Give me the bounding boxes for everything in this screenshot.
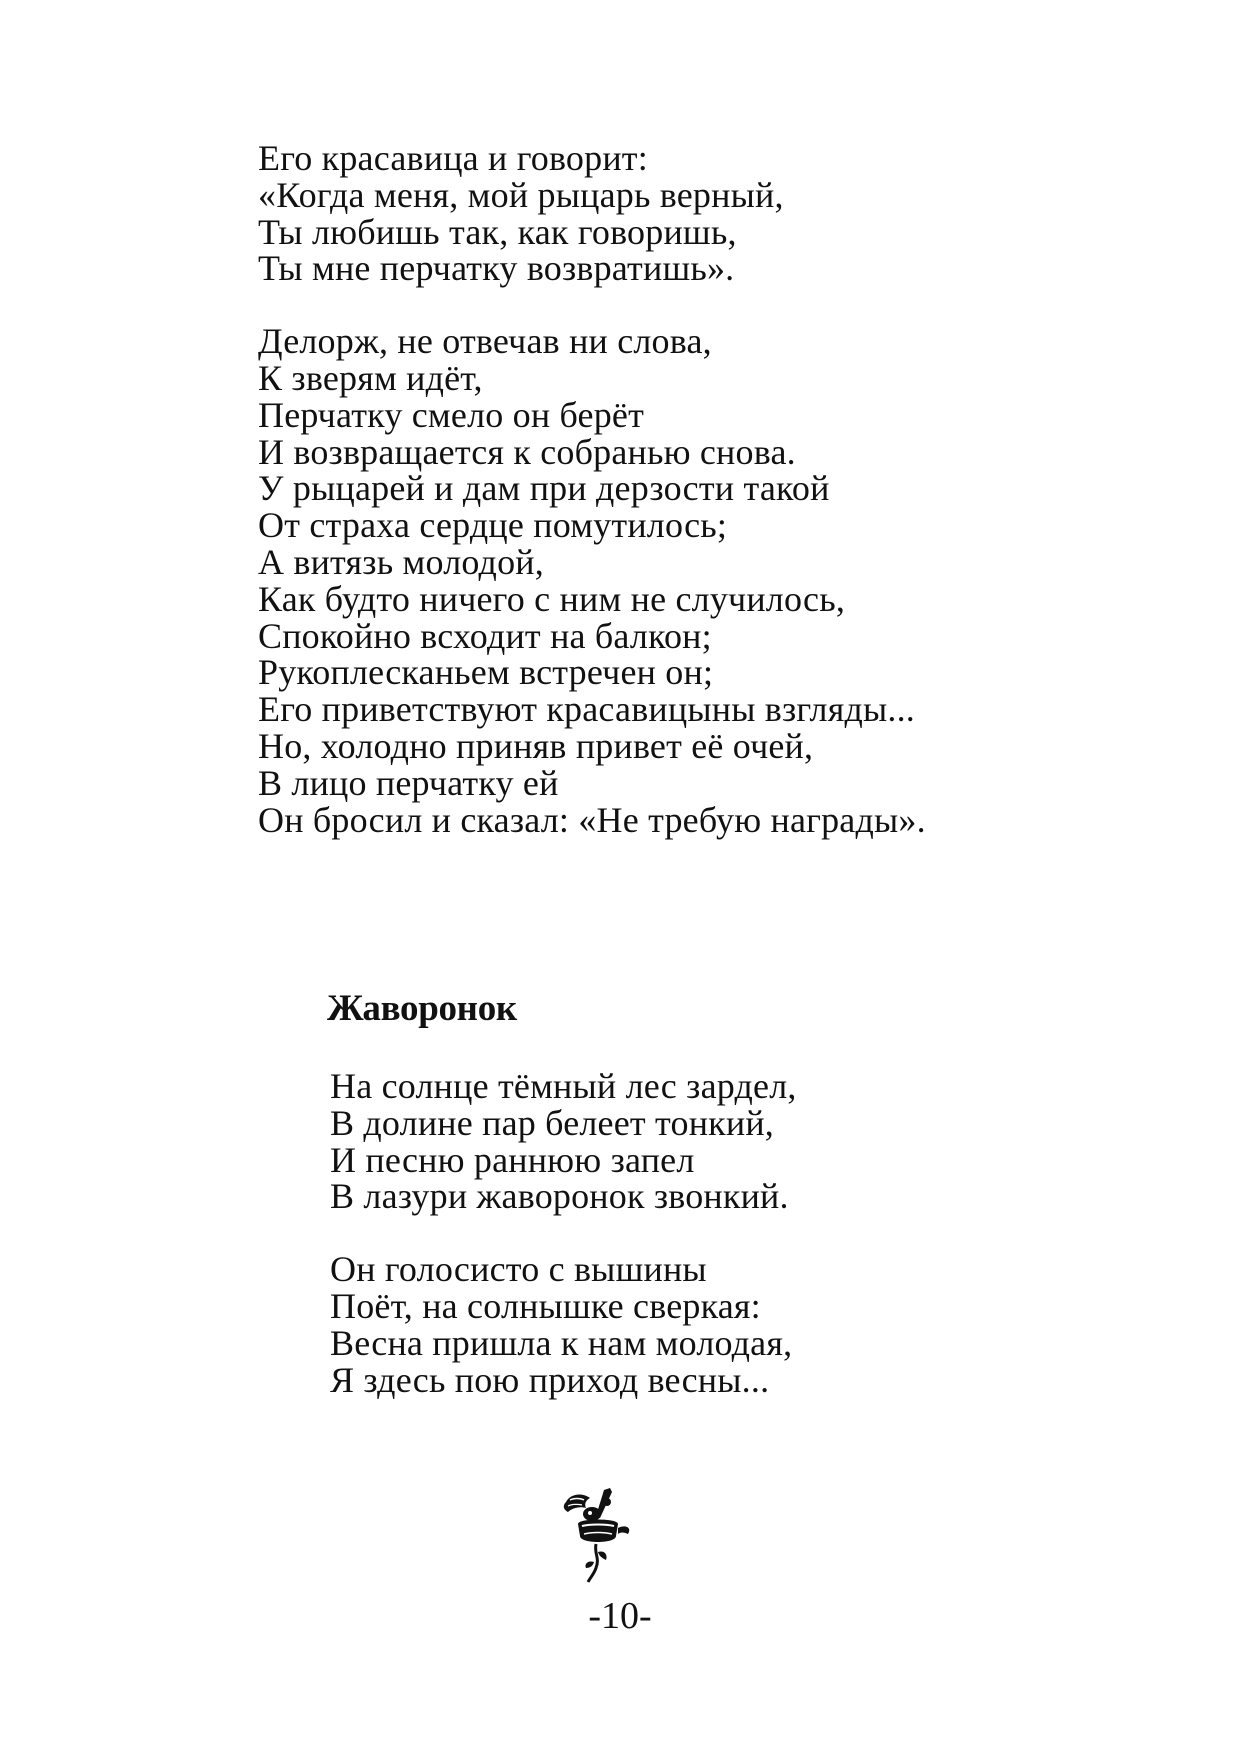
poem-line: «Когда меня, мой рыцарь верный, [258, 174, 784, 215]
stanza [258, 140, 926, 287]
poem-line: Рукоплесканьем встречен он; [258, 652, 714, 693]
poem-line: К зверям идёт, [258, 357, 483, 398]
previous-poem-ending [258, 140, 926, 838]
poem-line: Ты любишь так, как говоришь, [258, 211, 737, 252]
poem-line: В лазури жаворонок звонкий. [330, 1176, 789, 1217]
poem-line: Поёт, на солнышке сверкая: [330, 1285, 761, 1326]
poem-line: Он бросил и сказал: «Не требую награды». [258, 799, 926, 840]
poem-line: Перчатку смело он берёт [258, 394, 645, 435]
poem-line: Весна пришла к нам молодая, [330, 1322, 793, 1363]
stanza [258, 323, 926, 838]
poem-line: Его красавица и говорит: [258, 138, 648, 178]
poem-line: И возвращается к собранью снова. [258, 431, 796, 472]
poem-line: Но, холодно приняв привет её очей, [258, 725, 814, 766]
poem-body [330, 1068, 797, 1398]
lark-bird-icon [560, 1488, 636, 1584]
poem-line: Его приветствуют красавицыны взгляды... [258, 689, 915, 730]
poem-line: Он голосисто с вышины [330, 1249, 707, 1290]
stanza [330, 1251, 797, 1398]
poem-line: На солнце тёмный лес зардел, [330, 1066, 797, 1106]
poem-line: Ты мне перчатку возвратишь». [258, 248, 735, 289]
poem-line: Спокойно всходит на балкон; [258, 615, 712, 656]
poem-line: Я здесь пою приход весны... [330, 1359, 770, 1400]
poem-title: Жаворонок [327, 988, 517, 1029]
poem-line: Как будто ничего с ним не случилось, [258, 578, 846, 619]
poem-line: У рыцарей и дам при дерзости такой [258, 468, 830, 509]
stanza [330, 1068, 797, 1215]
page-number: -10- [588, 1595, 652, 1637]
poem-line: В долине пар белеет тонкий, [330, 1102, 774, 1143]
poem-line: Делорж, не отвечав ни слова, [258, 321, 712, 362]
poem-line: От страха сердце помутилось; [258, 505, 728, 546]
poem-line: В лицо перчатку ей [258, 762, 559, 803]
poem-line: И песню раннюю запел [330, 1139, 695, 1180]
poem-line: А витязь молодой, [258, 541, 544, 582]
